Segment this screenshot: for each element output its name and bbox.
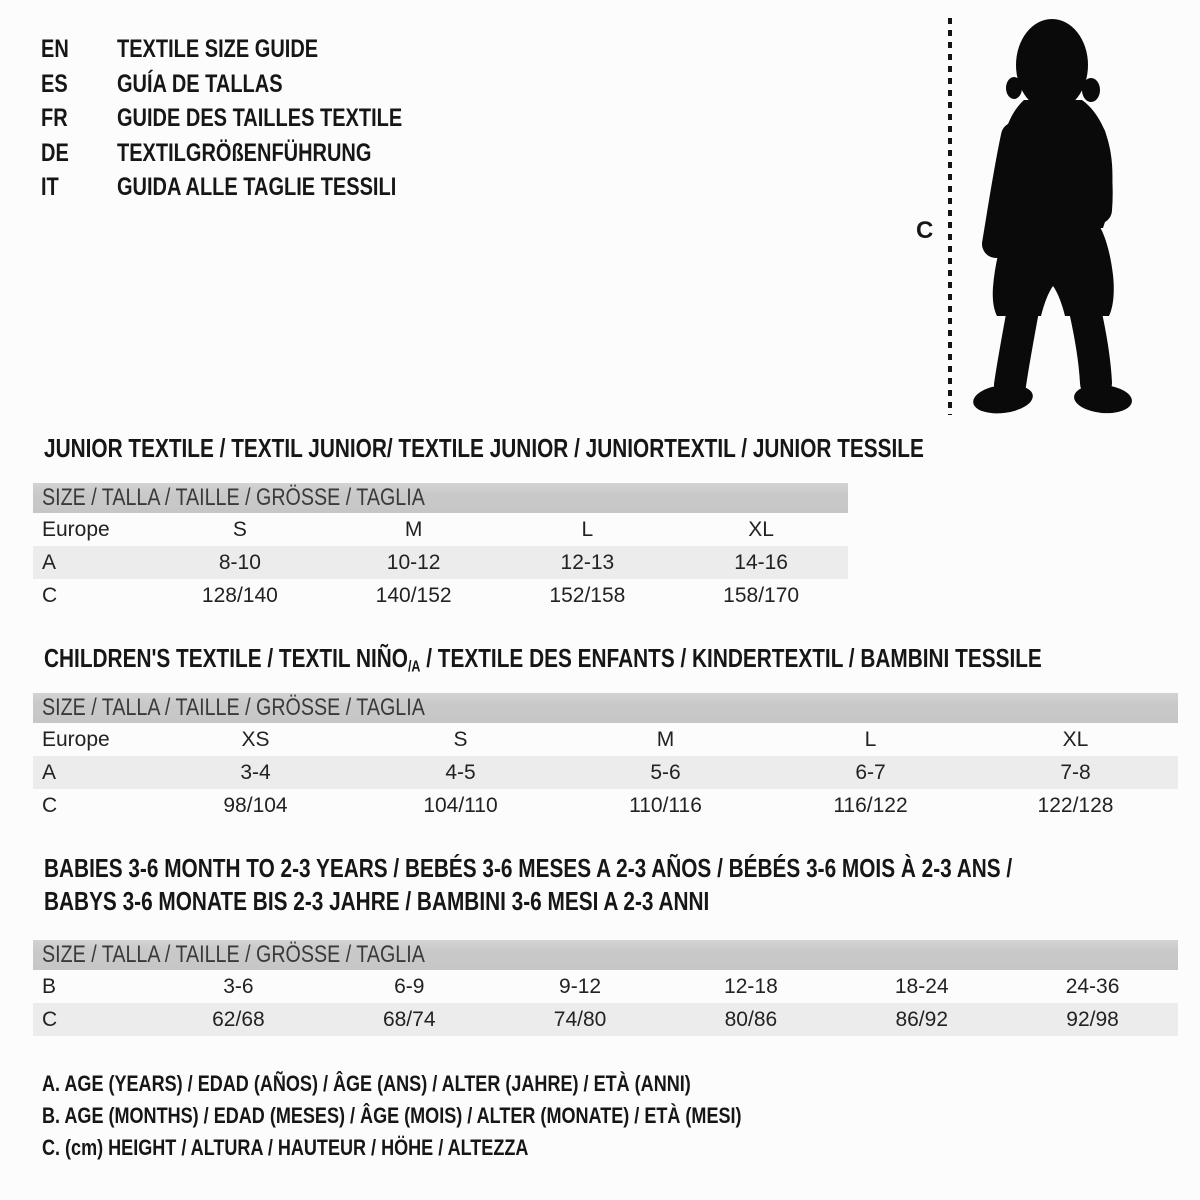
height-cell: 116/122	[833, 793, 908, 817]
height-cell: 158/170	[723, 583, 800, 607]
language-code: DE	[41, 138, 69, 167]
age-cell: 3-6	[223, 974, 254, 998]
size-cell: M	[404, 517, 423, 541]
section-children-textile	[33, 643, 1178, 822]
junior-size-table	[33, 513, 848, 612]
children-size-table	[33, 723, 1178, 822]
guide-title-fr: GUIDE DES TAILLES TEXTILE	[117, 104, 403, 132]
age-cell: 12-18	[724, 974, 778, 998]
age-cell: 14-16	[734, 550, 788, 574]
age-cell: 3-4	[240, 760, 271, 784]
language-code: FR	[41, 104, 68, 132]
table-row-height-cm	[33, 1003, 1178, 1036]
language-row-it	[41, 170, 474, 205]
row-label: A	[42, 760, 57, 784]
section-title-babies: BABIES 3-6 MONTH TO 2-3 YEARS / BEBÉS 3-6 MESES A 2-3 AÑOS / BÉBÉS 3-6 MOIS À 2-3 ANS / BABYS 3-6 MONATE BIS 2-3 JAHRE / BAMBINI 3-6 MESI A 2-3 ANNI	[44, 853, 1013, 916]
table-row-europe	[33, 723, 1178, 756]
age-cell: 9-12	[559, 974, 602, 998]
title-subscript: /A	[407, 658, 421, 676]
age-cell: 24-36	[1065, 974, 1120, 998]
language-row-en	[41, 32, 474, 67]
height-measure-figure	[905, 15, 1167, 420]
age-cell: 8-10	[218, 550, 261, 574]
row-label: Europe	[42, 727, 110, 751]
height-cell: 92/98	[1066, 1007, 1119, 1031]
size-cell: L	[581, 517, 594, 541]
table-row-height-cm	[33, 579, 848, 612]
age-cell: 18-24	[894, 974, 949, 998]
row-label: A	[42, 550, 57, 574]
section-title-children: CHILDREN'S TEXTILE / TEXTIL NIÑO/A / TEXTILE DES ENFANTS / KINDERTEXTIL / BAMBINI TESSILE	[44, 643, 1042, 676]
size-header-bar: SIZE / TALLA / TAILLE / GRÖSSE / TAGLIA	[33, 693, 1178, 723]
section-babies-textile	[33, 852, 1178, 1036]
row-label: C	[42, 793, 58, 817]
row-label: C	[42, 583, 58, 607]
row-label: Europe	[42, 517, 110, 541]
language-row-de	[41, 136, 474, 171]
size-cell: S	[453, 727, 468, 751]
size-header-bar: SIZE / TALLA / TAILLE / GRÖSSE / TAGLIA	[33, 940, 1178, 970]
table-row-height-cm	[33, 789, 1178, 822]
size-cell: S	[232, 517, 247, 541]
babies-size-table	[33, 970, 1178, 1036]
guide-title-en: TEXTILE SIZE GUIDE	[117, 35, 319, 63]
age-cell: 6-7	[855, 760, 886, 784]
language-code: EN	[41, 35, 69, 63]
height-cell: 86/92	[895, 1007, 949, 1031]
age-cell: 4-5	[445, 760, 476, 784]
height-cell: 128/140	[201, 583, 278, 607]
height-cell: 152/158	[549, 583, 626, 607]
guide-title-it: GUIDA ALLE TAGLIE TESSILI	[117, 173, 397, 201]
size-cell: L	[864, 727, 877, 751]
measure-label-c: C	[916, 217, 934, 244]
guide-title-es: GUÍA DE TALLAS	[117, 69, 283, 98]
age-cell: 10-12	[386, 550, 441, 574]
legend-line-c: C. (cm) HEIGHT / ALTURA / HAUTEUR / HÖHE / ALTEZZA	[42, 1135, 529, 1160]
age-cell: 6-9	[394, 974, 425, 998]
legend-line-b: B. AGE (MONTHS) / EDAD (MESES) / ÂGE (MOIS) / ALTER (MONATE) / ETÀ (MESI)	[42, 1103, 742, 1128]
height-cell: 80/86	[724, 1007, 778, 1031]
language-row-es	[41, 67, 474, 102]
language-title-list	[41, 32, 474, 205]
table-row-age-years	[33, 756, 1178, 789]
table-row-europe	[33, 513, 848, 546]
size-cell: M	[656, 727, 675, 751]
age-cell: 5-6	[650, 760, 681, 784]
size-cell: XL	[1062, 727, 1089, 751]
height-cell: 122/128	[1037, 793, 1114, 817]
table-row-age-years	[33, 546, 848, 579]
toddler-silhouette-image	[962, 16, 1142, 416]
language-code: ES	[41, 69, 68, 98]
age-cell: 7-8	[1060, 760, 1091, 784]
section-title-junior: JUNIOR TEXTILE / TEXTIL JUNIOR/ TEXTILE JUNIOR / JUNIORTEXTIL / JUNIOR TESSILE	[44, 433, 924, 463]
guide-title-de: TEXTILGRÖßENFÜHRUNG	[117, 138, 372, 167]
table-row-age-months	[33, 970, 1178, 1003]
legend-line-a: A. AGE (YEARS) / EDAD (AÑOS) / ÂGE (ANS) / ALTER (JAHRE) / ETÀ (ANNI)	[42, 1071, 691, 1096]
height-cell: 74/80	[553, 1007, 607, 1031]
language-row-fr	[41, 101, 474, 136]
size-cell: XS	[241, 727, 270, 751]
height-cell: 104/110	[423, 793, 498, 817]
row-label: B	[42, 974, 57, 998]
height-cell: 110/116	[629, 793, 702, 817]
section-junior-textile	[33, 433, 924, 612]
row-label: C	[42, 1007, 58, 1031]
age-cell: 12-13	[560, 550, 615, 574]
height-cell: 98/104	[223, 793, 288, 817]
height-cell: 140/152	[375, 583, 452, 607]
height-cell: 68/74	[382, 1007, 436, 1031]
size-cell: XL	[748, 517, 774, 541]
measure-legend	[42, 1068, 895, 1164]
height-cell: 62/68	[212, 1007, 265, 1031]
height-measure-dashed-line	[948, 18, 952, 415]
size-header-bar: SIZE / TALLA / TAILLE / GRÖSSE / TAGLIA	[33, 483, 848, 513]
language-code: IT	[41, 173, 59, 201]
